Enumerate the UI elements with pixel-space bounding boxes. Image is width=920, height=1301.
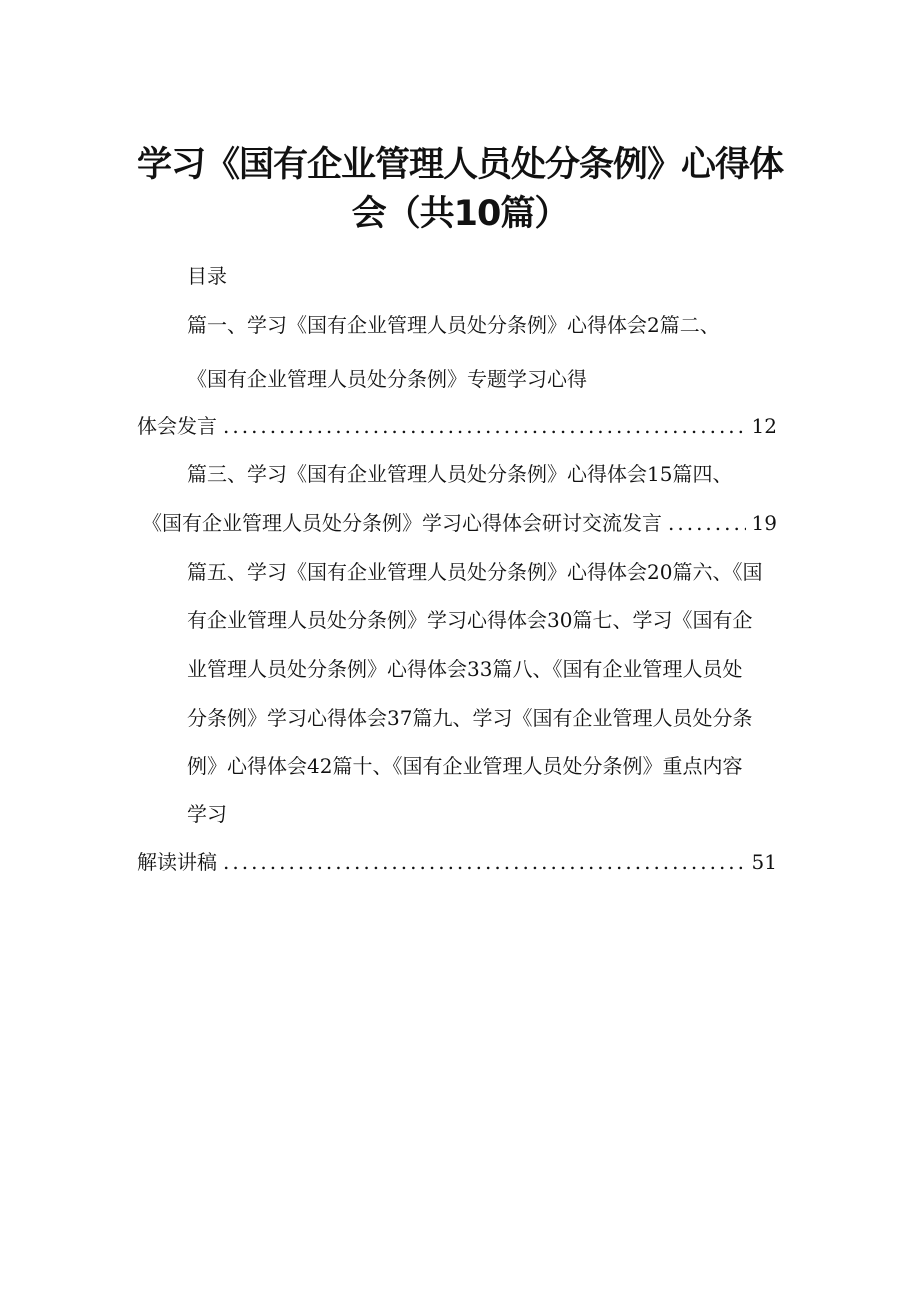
document-title-line-1: 学习《国有企业管理人员处分条例》心得体 [136, 145, 783, 185]
toc-line: 学习 [187, 802, 227, 826]
toc-line: 例》心得体会42篇十、《国有企业管理人员处分条例》重点内容 [187, 754, 743, 778]
toc-entry-with-leader [142, 509, 777, 537]
toc-line: 有企业管理人员处分条例》学习心得体会30篇七、学习《国有企 [187, 608, 753, 632]
toc-line: 篇五、学习《国有企业管理人员处分条例》心得体会20篇六、《国 [187, 560, 763, 584]
toc-line: 分条例》学习心得体会37篇九、学习《国有企业管理人员处分条 [187, 706, 753, 730]
toc-page-number: 51 [751, 850, 777, 874]
toc-line: 《国有企业管理人员处分条例》专题学习心得 [187, 367, 587, 391]
document-title-line-2: 会（共10篇） [351, 194, 569, 234]
toc-entry-text: 体会发言 [137, 414, 217, 438]
toc-line: 篇一、学习《国有企业管理人员处分条例》心得体会2篇二、 [187, 313, 720, 337]
toc-line: 业管理人员处分条例》心得体会33篇八、《国有企业管理人员处 [187, 657, 743, 681]
toc-entry-with-leader [137, 848, 777, 876]
dot-leader [223, 848, 746, 876]
toc-line: 篇三、学习《国有企业管理人员处分条例》心得体会15篇四、 [187, 462, 733, 486]
toc-page-number: 19 [751, 511, 777, 535]
toc-entry-text: 解读讲稿 [137, 850, 217, 874]
toc-entry-text: 《国有企业管理人员处分条例》学习心得体会研讨交流发言 [142, 511, 662, 535]
toc-page-number: 12 [751, 414, 777, 438]
dot-leader [668, 509, 746, 537]
toc-entry-with-leader [137, 412, 777, 440]
dot-leader [223, 412, 746, 440]
toc-heading: 目录 [187, 264, 227, 288]
